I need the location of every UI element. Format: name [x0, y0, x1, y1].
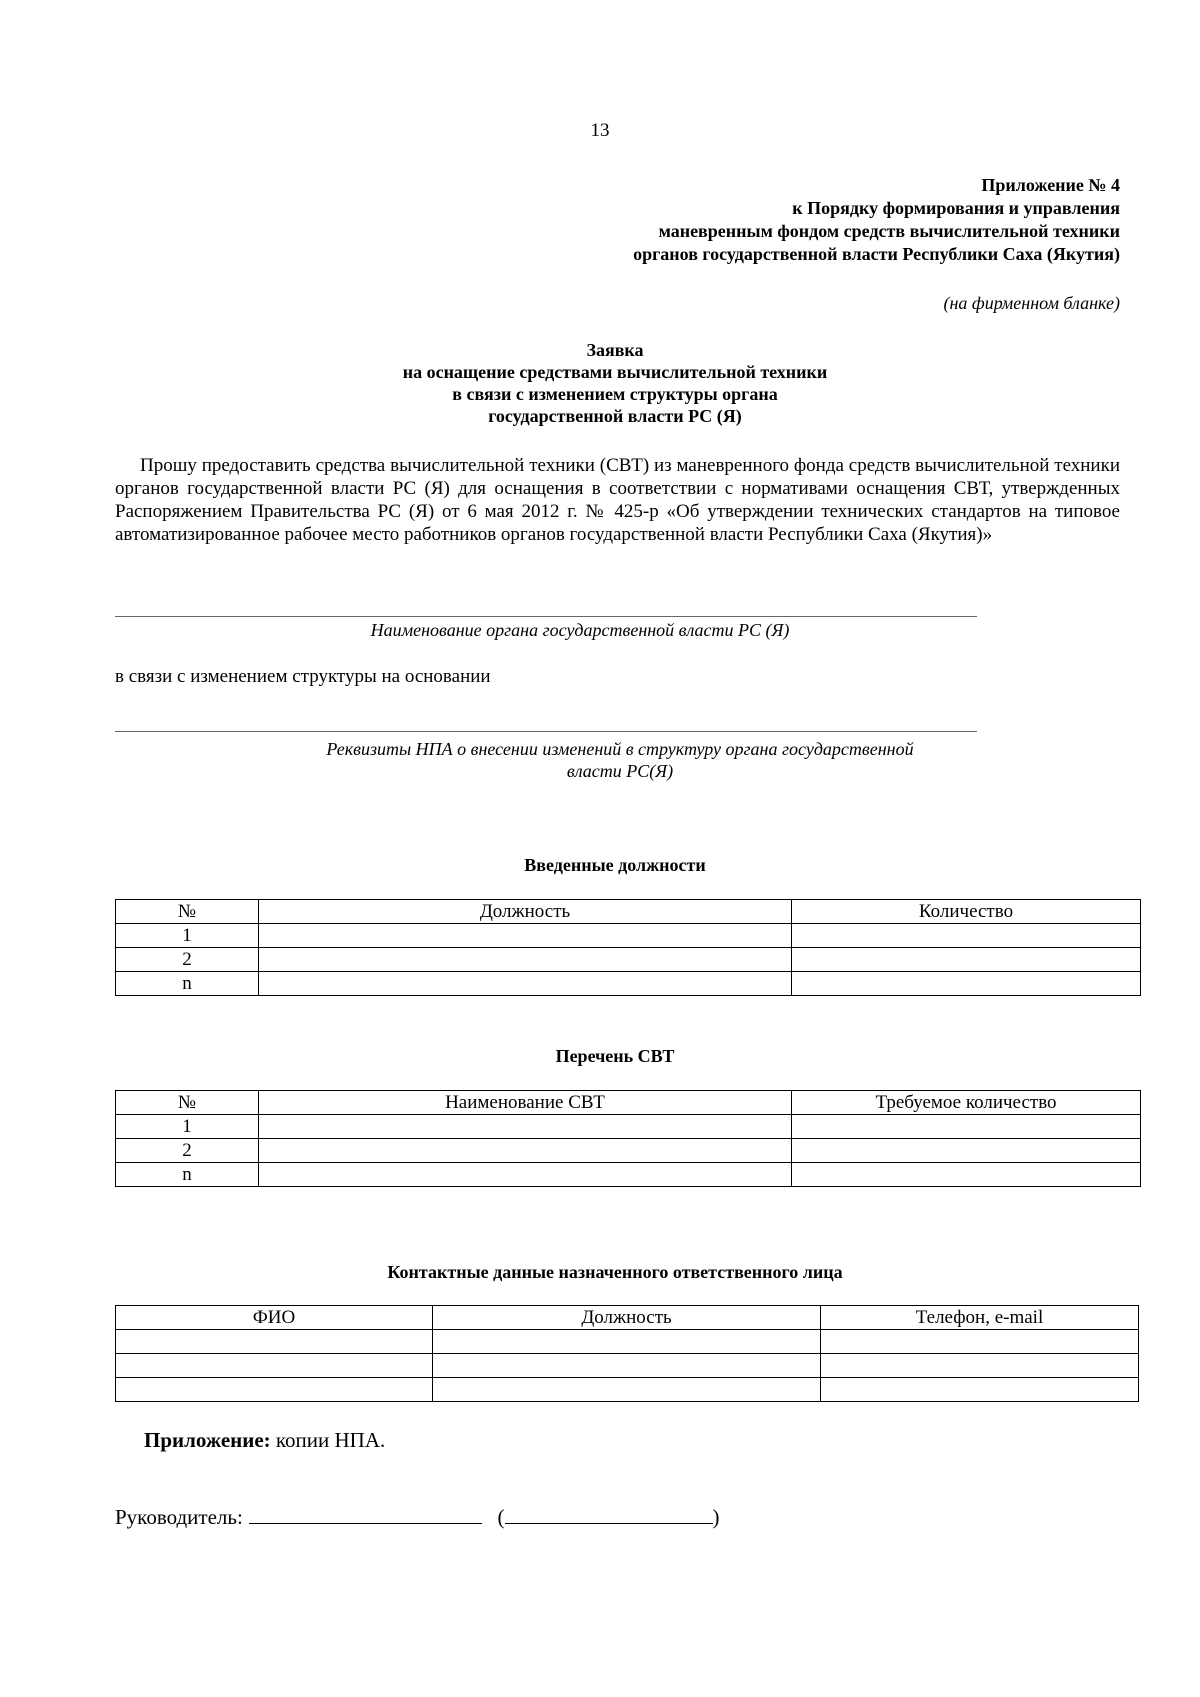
document-title-line: на оснащение средствами вычислительной техники	[402, 362, 828, 382]
signature-line	[115, 1503, 720, 1530]
table-header-row	[116, 1091, 1141, 1115]
printed-name-field[interactable]	[505, 1503, 713, 1524]
table-header-row	[116, 900, 1141, 924]
npa-caption	[200, 738, 1040, 782]
contacts-table	[115, 1305, 1139, 1402]
svt-table-title: Перечень СВТ	[555, 1046, 675, 1066]
position-cell[interactable]	[259, 924, 792, 948]
svt-name-cell[interactable]	[259, 1139, 792, 1163]
row-number-cell: 2	[116, 948, 259, 972]
appendix-header-line: органов государственной власти Республики Саха (Якутия)	[633, 244, 1120, 264]
column-header: Наименование СВТ	[259, 1091, 792, 1115]
column-header: ФИО	[116, 1306, 433, 1330]
document-title-line: в связи с изменением структуры органа	[452, 384, 778, 404]
full-name-cell[interactable]	[116, 1378, 433, 1402]
table-row	[116, 1330, 1139, 1354]
table-row	[116, 948, 1141, 972]
position-cell[interactable]	[259, 948, 792, 972]
column-header: Требуемое количество	[792, 1091, 1141, 1115]
svt-table	[115, 1090, 1141, 1187]
signature-label: Руководитель:	[115, 1505, 243, 1529]
appendix-header-line: к Порядку формирования и управления	[792, 198, 1120, 218]
phone-email-cell[interactable]	[821, 1330, 1139, 1354]
document-title-line: государственной власти РС (Я)	[488, 406, 742, 426]
phone-email-cell[interactable]	[821, 1354, 1139, 1378]
appendix-header-line: Приложение № 4	[981, 175, 1120, 195]
position-cell[interactable]	[433, 1354, 821, 1378]
appendix-header-line: маневренным фондом средств вычислительной техники	[658, 221, 1120, 241]
authority-name-line	[115, 616, 977, 617]
close-paren: )	[712, 1505, 720, 1529]
positions-table	[115, 899, 1141, 996]
full-name-cell[interactable]	[116, 1354, 433, 1378]
quantity-cell[interactable]	[792, 924, 1141, 948]
column-header: Должность	[259, 900, 792, 924]
column-header: Телефон, e-mail	[821, 1306, 1139, 1330]
row-number-cell: 1	[116, 924, 259, 948]
position-cell[interactable]	[433, 1378, 821, 1402]
full-name-cell[interactable]	[116, 1330, 433, 1354]
table-header-row	[116, 1306, 1139, 1330]
attachment-label: Приложение:	[144, 1428, 271, 1452]
attachment-text: копии НПА.	[270, 1428, 386, 1452]
attachment-note	[144, 1427, 385, 1453]
page-number: 13	[590, 120, 610, 141]
row-number-cell: n	[116, 1163, 259, 1187]
contacts-table-title: Контактные данные назначенного ответственного лица	[387, 1262, 843, 1282]
positions-table-title: Введенные должности	[524, 855, 706, 875]
svt-name-cell[interactable]	[259, 1115, 792, 1139]
column-header: №	[116, 900, 259, 924]
position-cell[interactable]	[433, 1330, 821, 1354]
row-number-cell: 2	[116, 1139, 259, 1163]
quantity-cell[interactable]	[792, 972, 1141, 996]
table-row	[116, 1115, 1141, 1139]
table-row	[116, 972, 1141, 996]
quantity-cell[interactable]	[792, 948, 1141, 972]
table-row	[116, 1163, 1141, 1187]
appendix-header	[633, 174, 1120, 266]
letterhead-note: (на фирменном бланке)	[943, 293, 1120, 313]
table-row	[116, 924, 1141, 948]
required-quantity-cell[interactable]	[792, 1115, 1141, 1139]
structure-change-text: в связи с изменением структуры на основании	[115, 666, 491, 687]
phone-email-cell[interactable]	[821, 1378, 1139, 1402]
required-quantity-cell[interactable]	[792, 1139, 1141, 1163]
signature-field[interactable]	[249, 1503, 482, 1524]
position-cell[interactable]	[259, 972, 792, 996]
column-header: Должность	[433, 1306, 821, 1330]
table-row	[116, 1354, 1139, 1378]
intro-paragraph: Прошу предоставить средства вычислительной техники (СВТ) из маневренного фонда средств вычислительной техники органов государственной власти РС (Я) для оснащения в соответствии с нормативами оснащения СВТ, утвержденных Распоряжением Правительства РС (Я) от 6 мая 2012 г. № 425-р «Об утверждении технических стандартов на типовое автоматизированное рабочее место работников органов государственной власти Республики Саха (Якутия)»	[115, 455, 1120, 545]
authority-caption: Наименование органа государственной власти РС (Я)	[370, 620, 790, 640]
npa-details-line	[115, 731, 977, 732]
required-quantity-cell[interactable]	[792, 1163, 1141, 1187]
document-title-line: Заявка	[586, 340, 644, 360]
npa-caption-line: власти РС(Я)	[566, 761, 674, 781]
table-row	[116, 1378, 1139, 1402]
row-number-cell: n	[116, 972, 259, 996]
table-row	[116, 1139, 1141, 1163]
npa-caption-line: Реквизиты НПА о внесении изменений в структуру органа государственной	[326, 739, 914, 759]
column-header: Количество	[792, 900, 1141, 924]
row-number-cell: 1	[116, 1115, 259, 1139]
open-paren: (	[497, 1505, 505, 1529]
document-title	[0, 339, 1200, 427]
column-header: №	[116, 1091, 259, 1115]
svt-name-cell[interactable]	[259, 1163, 792, 1187]
